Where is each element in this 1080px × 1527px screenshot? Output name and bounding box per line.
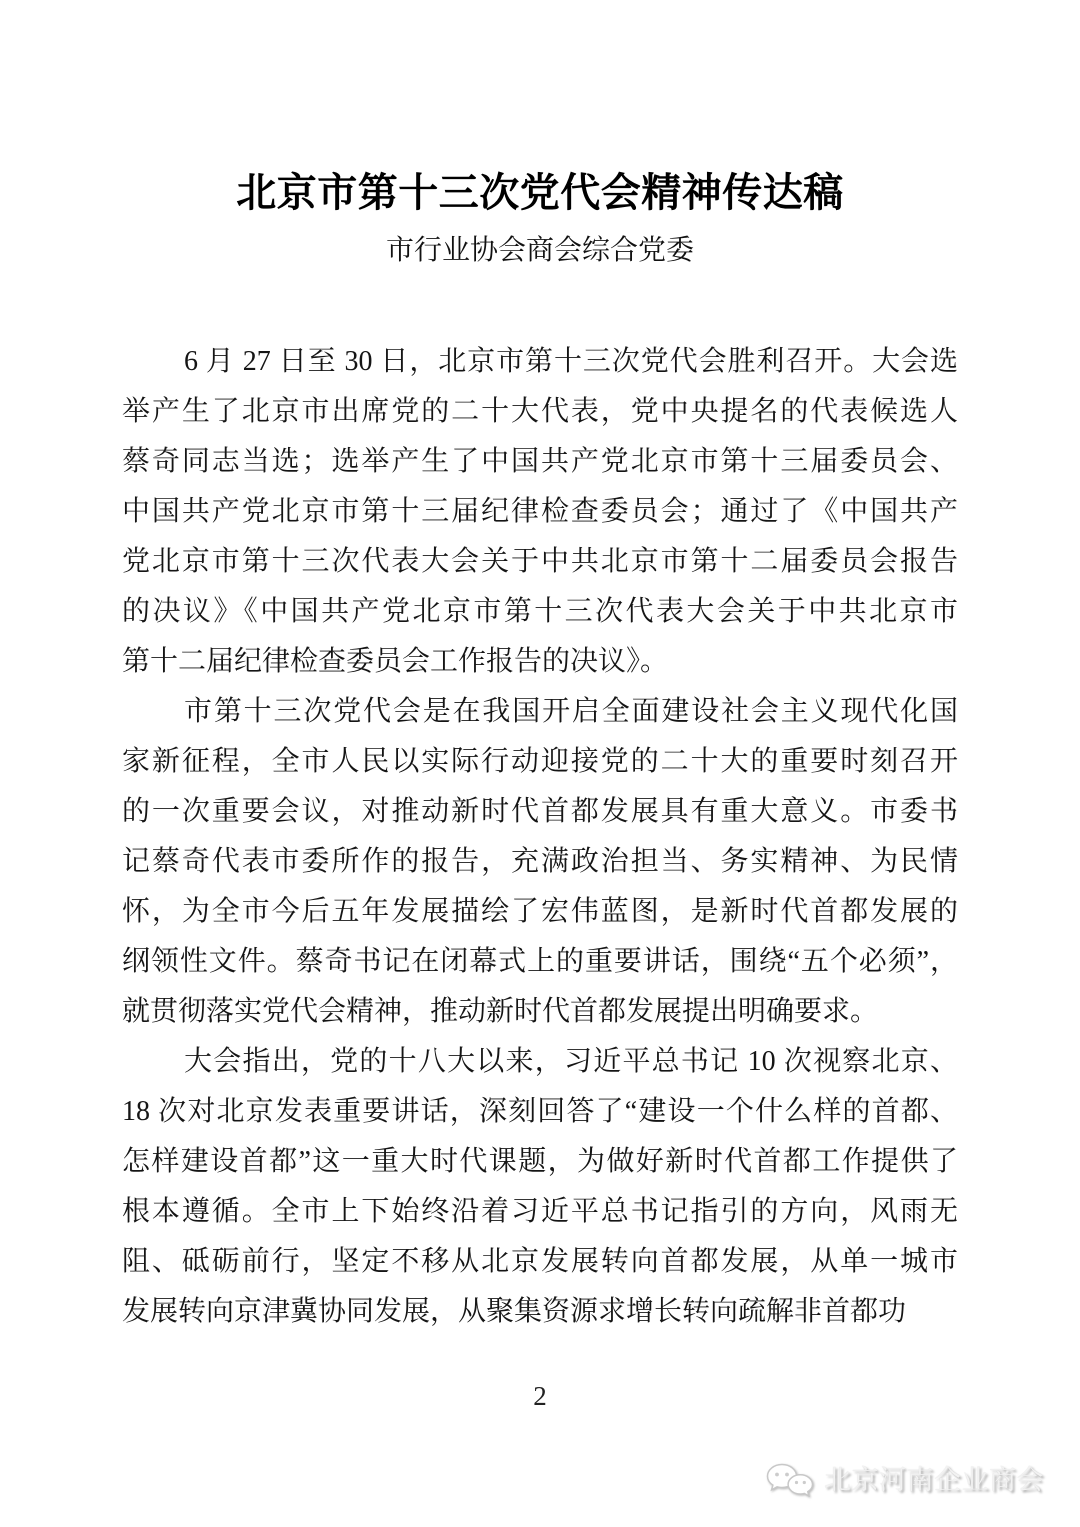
document-title: 北京市第十三次党代会精神传达稿 — [236, 170, 844, 215]
body-text-line: 第十二届纪律检查委员会工作报告的决议》。 — [122, 646, 669, 677]
body-text-line: 中国共产党北京市第十三届纪律检查委员会；通过了《中国共产 — [122, 496, 958, 527]
body-text-line: 党北京市第十三次代表大会关于中共北京市第十二届委员会报告 — [122, 546, 958, 577]
body-text-line: 18 次对北京发表重要讲话，深刻回答了“建设一个什么样的首都、 — [122, 1096, 958, 1127]
body-text-line: 的决议》《中国共产党北京市第十三次代表大会关于中共北京市 — [122, 596, 958, 627]
body-text-line: 阻、砥砺前行，坚定不移从北京发展转向首都发展，从单一城市 — [122, 1246, 958, 1277]
body-text-line: 市第十三次党代会是在我国开启全面建设社会主义现代化国 — [184, 696, 958, 727]
body-text-line: 怀，为全市今后五年发展描绘了宏伟蓝图，是新时代首都发展的 — [122, 896, 958, 927]
body-text-line: 记蔡奇代表市委所作的报告，充满政治担当、务实精神、为民情 — [122, 846, 958, 877]
body-text-line: 纲领性文件。蔡奇书记在闭幕式上的重要讲话，围绕“五个必须”， — [122, 946, 958, 977]
body-text-line: 蔡奇同志当选；选举产生了中国共产党北京市第十三届委员会、 — [122, 446, 958, 477]
body-text-line: 发展转向京津冀协同发展，从聚集资源求增长转向疏解非首都功 — [122, 1296, 907, 1327]
page-number: 2 — [533, 1381, 547, 1411]
body-text-line: 的一次重要会议，对推动新时代首都发展具有重大意义。市委书 — [122, 796, 958, 827]
document-subtitle: 市行业协会商会综合党委 — [385, 235, 694, 266]
wechat-icon — [766, 1463, 814, 1497]
body-text-line: 就贯彻落实党代会精神，推动新时代首都发展提出明确要求。 — [122, 996, 879, 1027]
body-text-line: 怎样建设首都”这一重大时代课题，为做好新时代首都工作提供了 — [122, 1146, 958, 1177]
body-text-line: 根本遵循。全市上下始终沿着习近平总书记指引的方向，风雨无 — [122, 1196, 958, 1227]
watermark — [766, 1462, 1044, 1498]
body-text-line: 举产生了北京市出席党的二十大代表，党中央提名的代表候选人 — [122, 396, 958, 427]
body-text-line: 家新征程，全市人民以实际行动迎接党的二十大的重要时刻召开 — [122, 746, 958, 777]
watermark-label: 北京河南企业商会 — [824, 1465, 1044, 1495]
document-body — [122, 337, 958, 1337]
body-text-line: 6 月 27 日至 30 日，北京市第十三次党代会胜利召开。大会选 — [184, 346, 958, 377]
body-text-line: 大会指出，党的十八大以来，习近平总书记 10 次视察北京、 — [184, 1046, 958, 1077]
